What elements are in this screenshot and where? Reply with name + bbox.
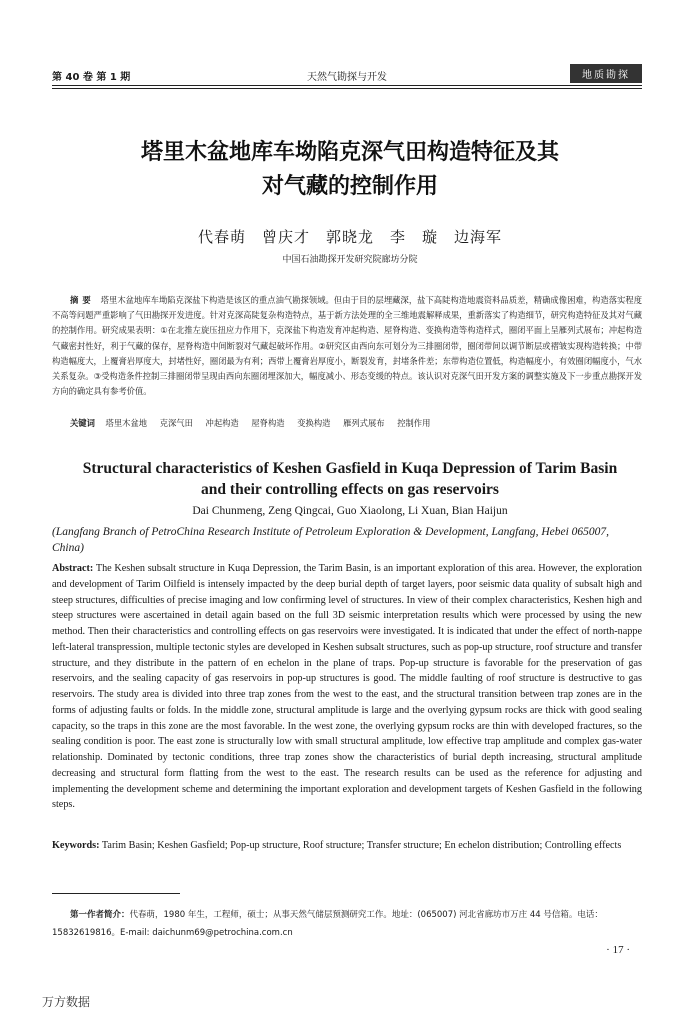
- english-title-line-1: Structural characteristics of Keshen Gasfield in Kuqa Depression of Tarim Basin: [82, 460, 618, 477]
- english-abstract-text: The Keshen subsalt structure in Kuqa Depression, the Tarim Basin, is an important exploration of this area. However, the exploration and development of Tarim Oilfield is intensely impacted by the deep burial depth of target layers, poor seismic data quality of subsalt high and steep structures, difficulties of precise imaging and low confirming level of structures. In view of their complex characteristics, Keshen high and steep structures were ascertained in detail again based on the full 3D seismic interpretation results which were processed by using the new method. Then their characteristics and controlling effects on gas reservoirs were investigated. It is indicated that under the effect of north-nappe left-lateral transpression, multiple tectonic styles are developed in Keshen subsalt structures, such as pop-up structure, roof structure and transfer structure, and they distribute in the pattern of en echelon in the plane of traps. Pop-up structure is favorable for the preservation of gas reservoirs, and the sealing capacity of gas reservoirs in pop-up structures is good. The middle faulting of roof structure is destructive to gas reservoirs. The study area is divided into three trap zones from the west to the east, and the structural transition between trap zones are in the forms of adjusting faults or folds. In the middle zone, structural amplitude is large and the overlying gypsum rocks are thick with good sealing capacity, so the traps in this zone are the most favorable. In the west zone, the overlying gypsum rocks are thin with developed fractures, so the sealing condition is poor. The east zone is structurally low with small structural amplitude, low effective trap amplitude and complex gas-water relationship. Dominated by tectonic conditions, three trap zones show the characteristics of burial depth increasing, structural amplitude decreasing and structural form flatting from the west to the east. The research results can be used as the reference for adjusting and implementing the development scheme and determining the important exploration and development targets of Keshen Gasfield in the following steps.: [52, 563, 642, 811]
- chinese-keyword: 控制作用: [397, 418, 431, 428]
- english-abstract-label: Abstract:: [52, 563, 94, 574]
- chinese-abstract-label: 摘要: [70, 295, 95, 305]
- chinese-keyword: 冲起构造: [205, 418, 239, 428]
- header-rule-thin: [52, 88, 642, 89]
- section-badge: 地质勘探: [570, 64, 642, 83]
- chinese-affiliation: 中国石油勘探开发研究院廊坊分院: [282, 255, 418, 265]
- author-footnote: [52, 906, 642, 942]
- chinese-authors: 代春萌 曾庆才 郭晓龙 李 璇 边海军: [197, 228, 502, 246]
- watermark: 万方数据: [42, 995, 91, 1009]
- chinese-keywords: [70, 417, 642, 429]
- footnote-text: 代春萌，1980 年生，工程师，硕士；从事天然气储层预测研究工作。地址：(065007) 河北省廊坊市万庄 44 号信箱。电话：15832619816。E-mail: daichunm69@petrochina.com.cn: [52, 910, 603, 938]
- english-keywords: [52, 838, 642, 854]
- chinese-keywords-label: 关键词: [70, 418, 95, 428]
- chinese-keyword: 克深气田: [159, 418, 193, 428]
- volume-issue: 第 40 卷 第 1 期: [52, 72, 131, 83]
- chinese-keyword: 塔里木盆地: [105, 418, 148, 428]
- english-keywords-label: Keywords:: [52, 840, 100, 851]
- chinese-keyword: 变换构造: [297, 418, 331, 428]
- english-title: [52, 458, 648, 500]
- chinese-title-line-1: 塔里木盆地库车坳陷克深气田构造特征及其: [140, 140, 559, 165]
- chinese-abstract-text: 塔里木盆地库车坳陷克深盐下构造是该区的重点油气勘探领域。但由于目的层埋藏深，盐下高陡构造地震资料品质差，精确成像困难，构造落实程度不高等问题严重影响了气田勘探开发进度。针对克深高陡复杂构造特点，基于新方法处理的全三维地震解释成果，重新落实了构造细节，研究构造特征及其对气藏的控制作用。研究成果表明：①在北推左旋压扭应力作用下，克深盐下构造发育冲起构造、屋脊构造、变换构造等构造样式，圈闭平面上呈雁列式展布；冲起构造气藏密封性好，利于气藏的保存，屋脊构造中间断裂对气藏起破坏作用。②研究区由西向东可划分为三排圈闭带，圈闭带间以调节断层或褶皱实现构造转换；中带构造幅度大，上覆膏岩厚度大，封堵性好，圈闭最为有利；西带上覆膏岩厚度小，断裂发育，封堵条件差；东带构造位置低，构造幅度小，有效圈闭幅度小，气水关系复杂。③受构造条件控制三排圈闭带呈现由西向东圈闭埋深加大，幅度减小、形态变缓的特点。该认识对克深气田开发方案的调整实施及下一步重点勘探开发方向的确定具有参考价值。: [52, 295, 642, 397]
- chinese-keyword: 雁列式展布: [343, 418, 385, 428]
- english-abstract: [52, 561, 642, 813]
- page-number: · 17 ·: [606, 944, 630, 956]
- chinese-title-line-2: 对气藏的控制作用: [261, 174, 438, 199]
- header-rule-thick: [52, 85, 642, 86]
- english-keywords-text: Tarim Basin; Keshen Gasfield; Pop-up structure, Roof structure; Transfer structure; En echelon distribution; Controlling effects: [101, 840, 622, 851]
- footnote-rule: [52, 893, 180, 894]
- chinese-keyword: 屋脊构造: [251, 418, 285, 428]
- chinese-abstract: [52, 293, 642, 399]
- english-authors: Dai Chunmeng, Zeng Qingcai, Guo Xiaolong, Li Xuan, Bian Haijun: [192, 505, 508, 517]
- english-affiliation: (Langfang Branch of PetroChina Research Institute of Petroleum Exploration & Development, Langfang, Hebei 065007, China): [52, 526, 610, 554]
- chinese-title: [60, 136, 640, 204]
- journal-name: 天然气勘探与开发: [307, 72, 387, 83]
- footnote-label: 第一作者简介：: [70, 910, 130, 920]
- running-header: [52, 64, 642, 82]
- english-title-line-2: and their controlling effects on gas reservoirs: [201, 481, 499, 498]
